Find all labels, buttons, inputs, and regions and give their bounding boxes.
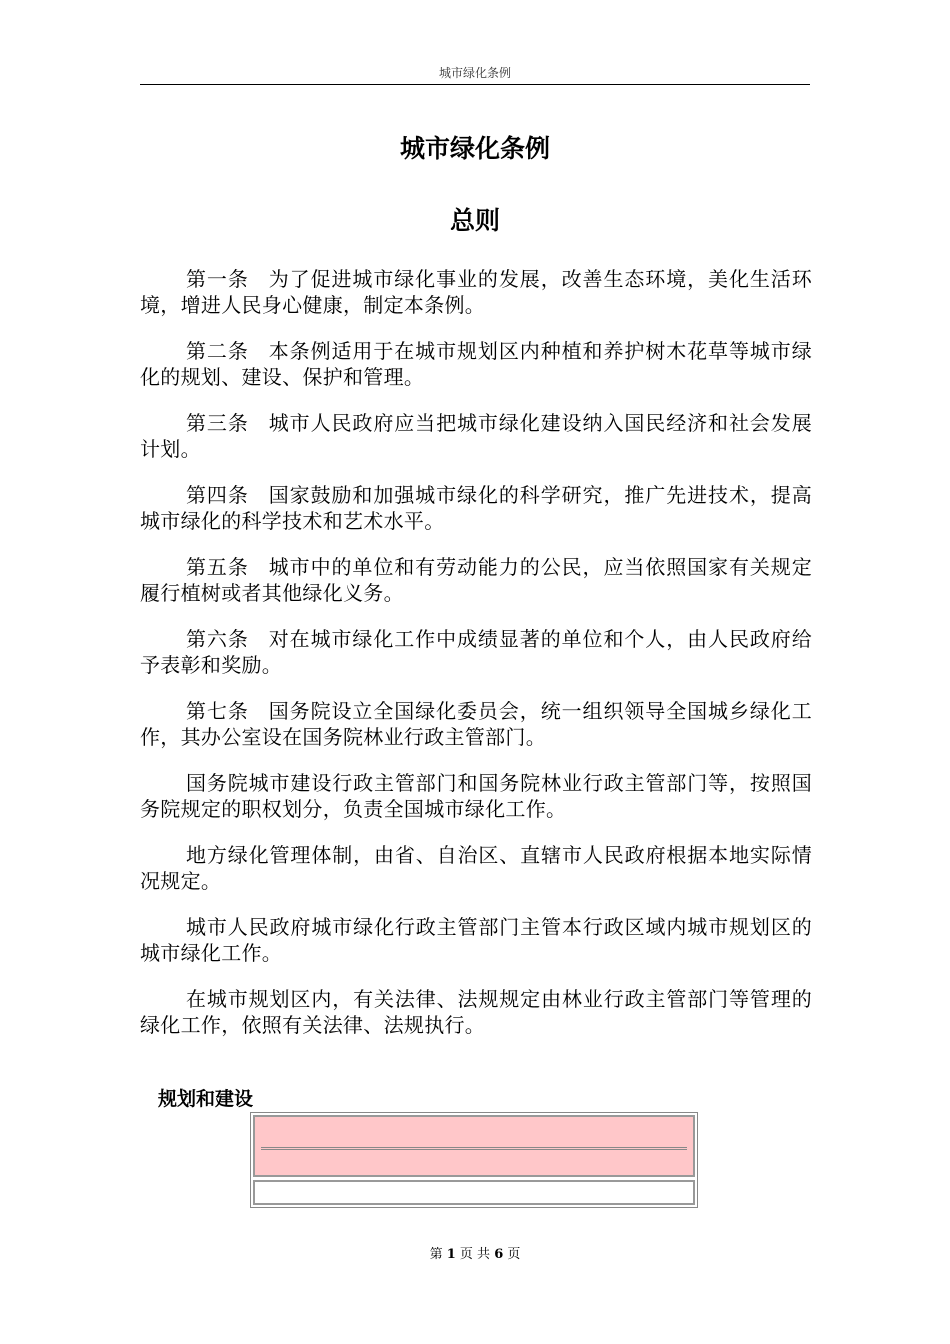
article-number: 第七条 — [186, 699, 249, 723]
article-paragraph — [140, 986, 812, 1038]
footer-suffix: 页 — [507, 1247, 521, 1262]
article-number: 第六条 — [186, 627, 249, 651]
article-text: 对在城市绿化工作中成绩显著的单位和个人，由人民政府给予表彰和奖励。 — [140, 627, 812, 677]
article-number: 第四条 — [186, 483, 249, 507]
article-text: 地方绿化管理体制，由省、自治区、直辖市人民政府根据本地实际情况规定。 — [140, 843, 812, 893]
embedded-table-box — [250, 1112, 698, 1208]
section-title: 总则 — [449, 206, 500, 235]
running-header: 城市绿化条例 — [438, 66, 511, 80]
current-page-number: 1 — [446, 1247, 456, 1262]
article-paragraph — [140, 338, 812, 390]
header-divider — [140, 84, 810, 85]
total-pages-number: 6 — [494, 1247, 504, 1262]
article-text: 城市人民政府城市绿化行政主管部门主管本行政区域内城市规划区的城市绿化工作。 — [140, 915, 812, 965]
article-paragraph — [140, 698, 812, 750]
document-body — [140, 266, 812, 1058]
article-paragraph — [140, 410, 812, 462]
article-paragraph — [140, 626, 812, 678]
article-number: 第二条 — [186, 339, 249, 363]
article-paragraph — [140, 842, 812, 894]
chapter-heading: 规划和建设 — [158, 1088, 254, 1110]
article-paragraph — [140, 770, 812, 822]
page-footer — [140, 1246, 810, 1264]
article-paragraph — [140, 554, 812, 606]
article-text: 国务院城市建设行政主管部门和国务院林业行政主管部门等，按照国务院规定的职权划分，负责全国城市绿化工作。 — [140, 771, 812, 821]
article-paragraph — [140, 914, 812, 966]
article-paragraph — [140, 482, 812, 534]
table-divider — [261, 1147, 687, 1150]
table-body-cell — [253, 1180, 695, 1205]
article-text: 为了促进城市绿化事业的发展，改善生态环境，美化生活环境，增进人民身心健康，制定本条例。 — [140, 267, 812, 317]
article-paragraph — [140, 266, 812, 318]
article-number: 第五条 — [186, 555, 249, 579]
document-title: 城市绿化条例 — [399, 134, 550, 163]
article-text: 国家鼓励和加强城市绿化的科学研究，推广先进技术，提高城市绿化的科学技术和艺术水平。 — [140, 483, 812, 533]
article-text: 本条例适用于在城市规划区内种植和养护树木花草等城市绿化的规划、建设、保护和管理。 — [140, 339, 812, 389]
article-text: 在城市规划区内，有关法律、法规规定由林业行政主管部门等管理的绿化工作，依照有关法律、法规执行。 — [140, 987, 812, 1037]
table-header-cell — [253, 1115, 695, 1177]
article-number: 第一条 — [186, 267, 249, 291]
article-text: 城市中的单位和有劳动能力的公民，应当依照国家有关规定履行植树或者其他绿化义务。 — [140, 555, 812, 605]
article-text: 国务院设立全国绿化委员会，统一组织领导全国城乡绿化工作，其办公室设在国务院林业行政主管部门。 — [140, 699, 812, 749]
footer-middle: 页 共 — [459, 1247, 491, 1262]
article-number: 第三条 — [186, 411, 249, 435]
footer-prefix: 第 — [429, 1247, 443, 1262]
article-text: 城市人民政府应当把城市绿化建设纳入国民经济和社会发展计划。 — [140, 411, 812, 461]
